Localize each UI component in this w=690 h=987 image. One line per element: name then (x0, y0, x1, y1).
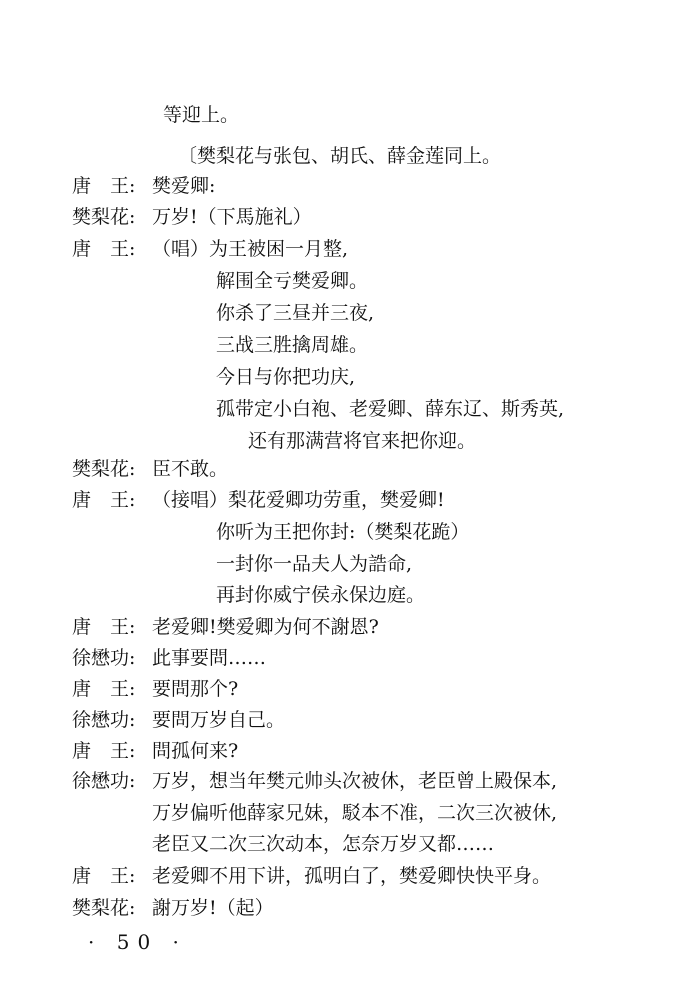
speaker-name: 唐 王: (72, 238, 136, 260)
dialogue-text: 謝万岁!（起） (152, 897, 274, 919)
dialogue-text: （唱）为王被困一月整, (152, 238, 349, 260)
continuation-text: 你杀了三昼并三夜, (216, 302, 375, 324)
page-number: · 50 · (88, 930, 187, 954)
script-line (0, 703, 690, 737)
script-line (0, 232, 690, 266)
script-line (0, 483, 690, 517)
speaker-name: 唐 王: (72, 865, 136, 887)
script-line (0, 169, 690, 203)
continuation-text: 等迎上。 (163, 104, 240, 126)
script-line (0, 764, 690, 798)
dialogue-text: 要問那个? (152, 678, 239, 700)
continuation-text: 老臣又二次三次动本，怎奈万岁又都…… (152, 833, 495, 855)
script-line (0, 796, 690, 830)
continuation-text: 再封你威宁侯永保边庭。 (216, 584, 426, 606)
script-line (0, 452, 690, 486)
script-line (0, 859, 690, 893)
speaker-name: 徐懋功: (72, 647, 136, 669)
script-line (0, 264, 690, 298)
script-line (0, 641, 690, 675)
dialogue-text: 要問万岁自己。 (152, 709, 286, 731)
script-line (0, 827, 690, 861)
dialogue-text: 老爱卿!樊爱卿为何不謝恩? (152, 616, 379, 638)
script-line (0, 392, 690, 426)
script-line (0, 139, 690, 173)
script-line (0, 734, 690, 768)
continuation-text: 三战三胜擒周雄。 (216, 334, 369, 356)
script-line (0, 296, 690, 330)
script-line (0, 515, 690, 549)
continuation-text: 〔樊梨花与张包、胡氏、薛金莲同上。 (178, 145, 502, 167)
speaker-name: 唐 王: (72, 616, 136, 638)
continuation-text: 你听为王把你封:（樊梨花跪） (216, 521, 470, 543)
speaker-name: 樊梨花: (72, 897, 136, 919)
script-line (0, 360, 690, 394)
speaker-name: 唐 王: (72, 740, 136, 762)
dialogue-text: 万岁，想当年樊元帅头次被休，老臣曾上殿保本, (152, 770, 558, 792)
speaker-name: 樊梨花: (72, 206, 136, 228)
script-line (0, 891, 690, 925)
dialogue-text: 此事要問…… (152, 647, 267, 669)
script-line (0, 547, 690, 581)
speaker-name: 徐懋功: (72, 770, 136, 792)
script-line (0, 610, 690, 644)
script-line (0, 578, 690, 612)
script-line (0, 328, 690, 362)
speaker-name: 唐 王: (72, 678, 136, 700)
speaker-name: 唐 王: (72, 489, 136, 511)
continuation-text: 解围全亏樊爱卿。 (216, 270, 369, 292)
script-line (0, 672, 690, 706)
continuation-text: 今日与你把功庆, (216, 366, 356, 388)
speaker-name: 唐 王: (72, 175, 136, 197)
script-line (0, 98, 690, 132)
speaker-name: 徐懋功: (72, 709, 136, 731)
speaker-name: 樊梨花: (72, 458, 136, 480)
dialogue-text: 問孤何来? (152, 740, 239, 762)
dialogue-text: 老爱卿不用下讲，孤明白了，樊爱卿快快平身。 (152, 865, 552, 887)
continuation-text: 孤带定小白袍、老爱卿、薛东辽、斯秀英, (216, 398, 565, 420)
dialogue-text: 樊爱卿: (152, 175, 216, 197)
continuation-text: 一封你一品夫人为誥命, (216, 553, 413, 575)
dialogue-text: 臣不敢。 (152, 458, 229, 480)
continuation-text: 还有那满营将官来把你迎。 (248, 430, 477, 452)
script-line (0, 200, 690, 234)
dialogue-text: （接唱）梨花爱卿功劳重，樊爱卿! (152, 489, 445, 511)
continuation-text: 万岁偏听他薛家兄妹，駁本不准，二次三次被休, (152, 802, 558, 824)
dialogue-text: 万岁!（下馬施礼） (152, 206, 312, 228)
